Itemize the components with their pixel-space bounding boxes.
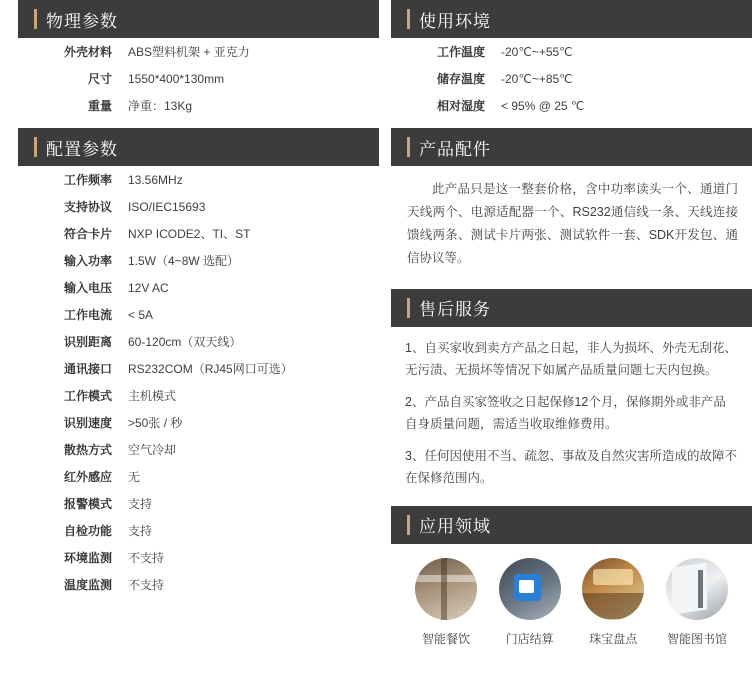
section-applications xyxy=(391,506,752,653)
accessories-paragraph: 此产品只是这一整套价格，含中功率读头一个、通道门天线两个、电源适配器一个、RS232通信线一条、天线连接馈线两条、测试卡片两张、测试软件一套、SDK开发包、通信协议等。 xyxy=(407,182,738,266)
application-item-jewelry-inventory xyxy=(574,558,652,647)
table-row xyxy=(18,65,379,92)
list-item: 1、自买家收到卖方产品之日起，非人为损坏、外壳无刮花、无污渍、无损坏等情况下如属产品质量问题七天内包换。 xyxy=(405,340,737,377)
spec-key: 工作频率 xyxy=(63,173,112,187)
spec-key: 工作电流 xyxy=(63,308,112,322)
section-title: 配置参数 xyxy=(46,139,118,159)
table-row xyxy=(18,544,379,571)
section-header-service xyxy=(391,289,752,327)
spec-value: 1.5W（4~8W 选配） xyxy=(128,254,240,268)
spec-key: 相对湿度 xyxy=(436,99,485,113)
spec-key: 尺寸 xyxy=(87,72,112,86)
application-thumbnail-row xyxy=(391,544,752,653)
spec-key: 散热方式 xyxy=(63,443,112,457)
spec-key: 重量 xyxy=(87,99,112,113)
spec-key: 输入功率 xyxy=(63,254,112,268)
spec-key: 温度监测 xyxy=(63,578,112,592)
accent-bar-icon xyxy=(407,298,410,318)
table-row xyxy=(18,274,379,301)
service-terms-list xyxy=(391,327,752,500)
spec-value: 主机模式 xyxy=(128,389,177,403)
list-item: 3、任何因使用不当、疏忽、事故及自然灾害所造成的故障不在保修范围内。 xyxy=(405,448,737,485)
table-row xyxy=(18,193,379,220)
environment-spec-table xyxy=(391,38,752,119)
spec-value: < 95% @ 25 ℃ xyxy=(501,98,585,113)
table-row xyxy=(18,92,379,119)
table-row xyxy=(391,65,752,92)
application-label: 智能图书馆 xyxy=(666,631,727,646)
table-row xyxy=(18,220,379,247)
jewelry-inventory-thumb-icon xyxy=(582,558,644,620)
spec-key: 识别速度 xyxy=(63,416,112,430)
spec-key: 符合卡片 xyxy=(63,227,112,241)
spec-value: 空气冷却 xyxy=(128,443,177,457)
section-title: 使用环境 xyxy=(419,11,491,31)
section-header-environment xyxy=(391,0,752,38)
section-title: 物理参数 xyxy=(46,11,118,31)
spec-value: >50张 / 秒 xyxy=(128,416,183,430)
spec-value: 12V AC xyxy=(128,280,169,295)
spec-value: NXP ICODE2、TI、ST xyxy=(128,227,251,241)
spec-value: 支持 xyxy=(128,524,153,538)
application-label: 门店结算 xyxy=(505,631,554,646)
spec-key: 报警模式 xyxy=(63,497,112,511)
section-header-applications xyxy=(391,506,752,544)
spec-value: 支持 xyxy=(128,497,153,511)
table-row xyxy=(18,463,379,490)
table-row xyxy=(18,490,379,517)
table-row xyxy=(18,517,379,544)
application-item-store-checkout xyxy=(491,558,569,647)
accent-bar-icon xyxy=(407,515,410,535)
table-row xyxy=(18,382,379,409)
spec-value: 不支持 xyxy=(128,578,165,592)
spec-value: < 5A xyxy=(128,307,154,322)
spec-key: 输入电压 xyxy=(63,281,112,295)
application-label: 智能餐饮 xyxy=(421,631,470,646)
right-column xyxy=(391,0,752,676)
spec-value: -20℃~+55℃ xyxy=(501,44,573,59)
spec-value: -20℃~+85℃ xyxy=(501,71,573,86)
table-row xyxy=(18,247,379,274)
application-label: 珠宝盘点 xyxy=(589,631,638,646)
accent-bar-icon xyxy=(34,137,37,157)
spec-key: 工作模式 xyxy=(63,389,112,403)
table-row xyxy=(391,38,752,65)
spec-key: 识别距离 xyxy=(63,335,112,349)
spec-key: 红外感应 xyxy=(63,470,112,484)
section-title: 售后服务 xyxy=(419,300,491,319)
application-item-restaurant xyxy=(407,558,485,647)
accessories-text-block xyxy=(391,166,752,283)
spec-key: 自检功能 xyxy=(63,524,112,538)
section-accessories xyxy=(391,128,752,283)
spec-value: 净重：13Kg xyxy=(128,99,193,113)
section-service xyxy=(391,289,752,500)
table-row xyxy=(18,166,379,193)
table-row xyxy=(18,355,379,382)
physical-spec-table xyxy=(18,38,379,119)
spec-value: 无 xyxy=(128,470,141,484)
spec-key: 支持协议 xyxy=(63,200,112,214)
table-row xyxy=(18,436,379,463)
table-row xyxy=(18,328,379,355)
table-row xyxy=(18,409,379,436)
column-gutter xyxy=(376,0,388,676)
table-row xyxy=(18,301,379,328)
table-row xyxy=(18,571,379,598)
section-physical xyxy=(18,0,379,119)
list-item: 2、产品自买家签收之日起保修12个月，保修期外或非产品自身质量问题，需适当收取维修费用。 xyxy=(405,394,726,431)
spec-value: RS232COM（RJ45网口可选） xyxy=(128,362,293,376)
left-margin xyxy=(0,0,18,676)
spec-key: 工作温度 xyxy=(436,45,485,59)
store-checkout-thumb-icon xyxy=(499,558,561,620)
spec-value: 不支持 xyxy=(128,551,165,565)
config-spec-table xyxy=(18,166,379,598)
section-title: 产品配件 xyxy=(419,139,491,159)
table-row xyxy=(18,38,379,65)
section-title: 应用领域 xyxy=(419,517,491,536)
spec-key: 储存温度 xyxy=(436,72,485,86)
spec-key: 环境监测 xyxy=(63,551,112,565)
table-row xyxy=(391,92,752,119)
section-header-physical xyxy=(18,0,379,38)
spec-value: 13.56MHz xyxy=(128,172,183,187)
accent-bar-icon xyxy=(407,137,410,157)
restaurant-thumb-icon xyxy=(415,558,477,620)
section-header-accessories xyxy=(391,128,752,166)
left-column xyxy=(18,0,379,676)
spec-value: ABS塑料机架 + 亚克力 xyxy=(128,45,250,59)
section-header-config xyxy=(18,128,379,166)
spec-key: 外壳材料 xyxy=(63,45,112,59)
spec-value: 60-120cm（双天线） xyxy=(128,335,242,349)
accent-bar-icon xyxy=(407,9,410,29)
smart-library-thumb-icon xyxy=(666,558,728,620)
section-config xyxy=(18,128,379,598)
spec-value: ISO/IEC15693 xyxy=(128,199,206,214)
spec-key: 通讯接口 xyxy=(63,362,112,376)
accent-bar-icon xyxy=(34,9,37,29)
spec-value: 1550*400*130mm xyxy=(128,71,225,86)
section-environment xyxy=(391,0,752,119)
application-item-smart-library xyxy=(658,558,736,647)
